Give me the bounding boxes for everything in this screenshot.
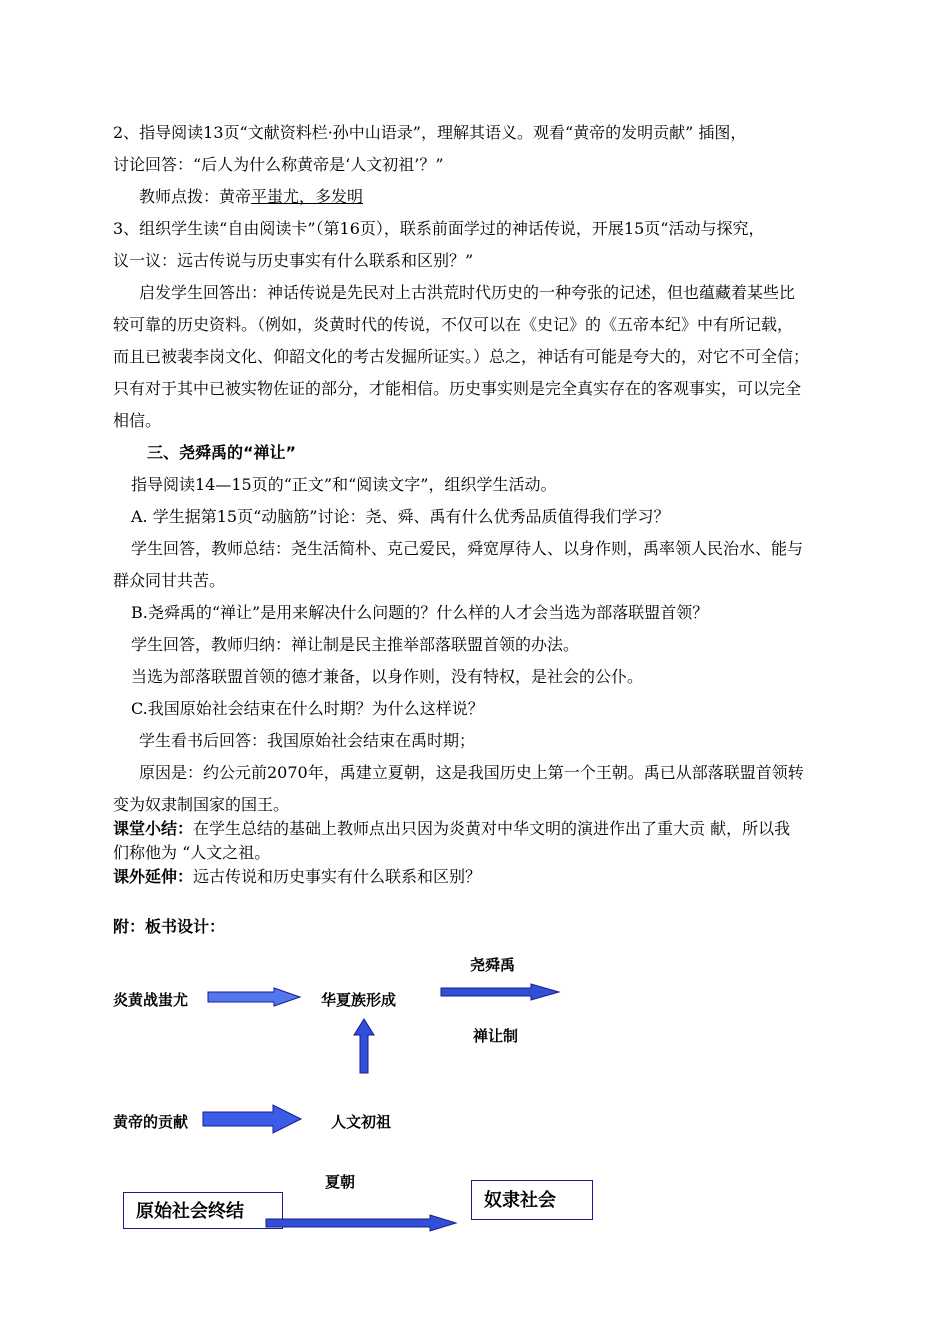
label-huaxia-formed: 华夏族形成 xyxy=(321,991,397,1009)
arrow-up-to-huaxia xyxy=(354,1019,374,1073)
label-abdication-system: 禅让制 xyxy=(473,1027,519,1045)
s3-question-c: C.我国原始社会结束在什么时期？为什么这样说？ xyxy=(131,699,484,718)
p1-line1: 2、指导阅读13页“文献资料栏·孙中山语录”，理解其语义。观看“黄帝的发明贡献” 插图， xyxy=(113,123,747,142)
label-huangdi-contribution: 黄帝的贡献 xyxy=(113,1113,189,1131)
p2-line1: 3、组织学生读“自由阅读卡”（第16页），联系前面学过的神话传说，开展15页“活动与探究， xyxy=(113,219,765,238)
s3-answer-b-line2: 当选为部落联盟首领的德才兼备，以身作则，没有特权，是社会的公仆。 xyxy=(131,667,644,686)
teacher-note-prefix: 教师点拨：黄帝 xyxy=(139,187,252,206)
arrow-yanhuang-to-huaxia xyxy=(208,988,300,1006)
summary-line2: 们称他为 “人文之祖。 xyxy=(113,843,271,862)
summary-text: 在学生总结的基础上教师点出只因为炎黄对中华文明的演进作出了重大贡 献，所以我 xyxy=(193,819,791,838)
p3-line3: 而且已被裴李岗文化、仰韶文化的考古发掘所证实。）总之，神话有可能是夸大的，对它不可全信； xyxy=(113,347,810,366)
p2-line2: 议一议：远古传说与历史事实有什么联系和区别？” xyxy=(113,251,474,270)
arrow-huangdi-to-ancestor xyxy=(203,1105,301,1133)
label-yao-shun-yu: 尧舜禹 xyxy=(470,956,516,974)
s3-question-b: B.尧舜禹的“禅让”是用来解决什么问题的？什么样的人才会当选为部落联盟首领？ xyxy=(131,603,709,622)
s3-question-a: A. 学生据第15页“动脑筋”讨论：尧、舜、禹有什么优秀品质值得我们学习？ xyxy=(131,507,670,526)
s3-answer-c-line1: 学生看书后回答：我国原始社会结束在禹时期； xyxy=(139,731,476,750)
label-slave-society: 奴隶社会 xyxy=(484,1190,556,1211)
label-yanhuang-war: 炎黄战蚩尤 xyxy=(113,991,189,1009)
p1-teacher-note xyxy=(139,187,363,207)
p1-line2: 讨论回答：“后人为什么称黄帝是‘人文初祖’？” xyxy=(113,155,444,174)
arrow-huaxia-to-yaoshunyu xyxy=(441,984,559,1000)
summary-label: 课堂小结： xyxy=(113,819,194,838)
label-humanity-ancestor: 人文初祖 xyxy=(331,1113,392,1131)
section3-title: 三、尧舜禹的“禅让” xyxy=(147,443,297,462)
label-primitive-end: 原始社会终结 xyxy=(136,1201,244,1222)
extension-text: 远古传说和历史事实有什么联系和区别？ xyxy=(193,867,482,886)
p3-line2: 较可靠的历史资料。（例如，炎黄时代的传说，不仅可以在《史记》的《五帝本纪》中有所记载， xyxy=(113,315,794,334)
extension-line xyxy=(113,867,481,887)
p3-line4: 只有对于其中已被实物佐证的部分，才能相信。历史事实则是完全真实存在的客观事实，可以完全 xyxy=(113,379,802,398)
s3-intro: 指导阅读14—15页的“正文”和“阅读文字”，组织学生活动。 xyxy=(131,475,557,494)
p3-line1: 启发学生回答出：神话传说是先民对上古洪荒时代历史的一种夸张的记述，但也蕴藏着某些比 xyxy=(139,283,796,302)
appendix-title: 附：板书设计： xyxy=(113,917,226,936)
s3-answer-c-line2: 原因是：约公元前2070年，禹建立夏朝，这是我国历史上第一个王朝。禹已从部落联盟首领转 xyxy=(139,763,804,782)
extension-label: 课外延伸： xyxy=(113,867,194,886)
s3-answer-b-line1: 学生回答，教师归纳：禅让制是民主推举部落联盟首领的办法。 xyxy=(131,635,580,654)
summary-line1 xyxy=(113,819,790,839)
s3-answer-c-line3: 变为奴隶制国家的国王。 xyxy=(113,795,290,814)
label-xia-dynasty: 夏朝 xyxy=(325,1173,356,1191)
arrow-primitive-to-slave xyxy=(266,1215,456,1231)
s3-answer-a-line1: 学生回答，教师总结：尧生活简朴、克己爱民，舜宽厚待人、以身作则，禹率领人民治水、能与 xyxy=(131,539,804,558)
s3-answer-a-line2: 群众同甘共苦。 xyxy=(113,571,226,590)
p3-line5: 相信。 xyxy=(113,411,162,430)
teacher-note-underlined: 平蚩尤，多发明 xyxy=(251,187,364,206)
